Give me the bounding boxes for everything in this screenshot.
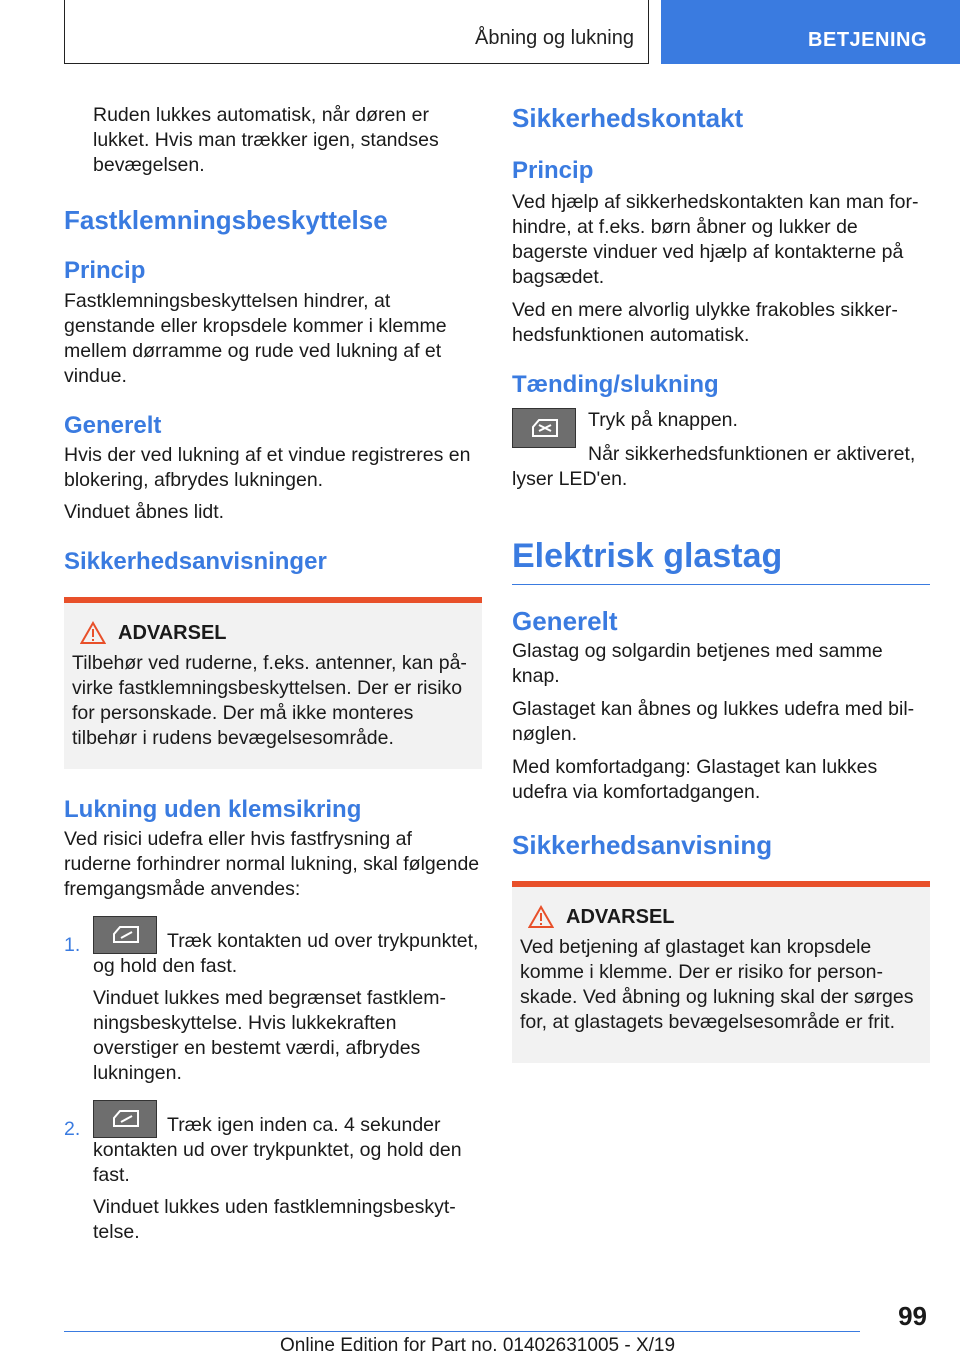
heading-princip-right: Princip bbox=[512, 157, 594, 184]
window-switch-icon bbox=[93, 916, 157, 954]
heading-generelt-right: Generelt bbox=[512, 606, 618, 636]
heading-sikkerhedsanvisning: Sikkerhedsanvisning bbox=[512, 830, 773, 860]
glastag-paragraph-2: Glastaget kan åbnes og lukkes udefra med bilnøglen. bbox=[512, 698, 915, 745]
generelt-paragraph-1: Hvis der ved lukning af et vindue registreres en blokering, afbrydes lukningen. bbox=[64, 444, 471, 491]
heading-sikkerhedsanvisninger: Sikkerhedsanvisninger bbox=[64, 548, 327, 575]
princip-paragraph: Fastklemningsbeskyttelsen hindrer, at genstande eller kropsdele kommer i klemme mellem dørramme og rude ved lukning af et vindue. bbox=[64, 290, 447, 387]
step-2-subtext: Vinduet lukkes uden fastklemningsbeskyttelse. bbox=[93, 1196, 456, 1243]
warning-text: Tilbehør ved ruderne, f.eks. antenner, kan påvirke fastklemningsbeskyttelsen. Der er risiko for personskade. Der må ikke monteres tilbehør i rudens bevægelsesområde. bbox=[72, 652, 467, 749]
step-2-label: Træk igen inden ca. 4 sekunder kontakten ud over trykpunktet, og hold den fast. bbox=[93, 1114, 462, 1186]
step-1 bbox=[64, 916, 482, 1086]
step-2-text bbox=[93, 1100, 482, 1188]
heading-taending: Tænding/slukning bbox=[512, 371, 719, 398]
window-switch-icon bbox=[93, 1100, 157, 1138]
heading-fastklemning: Fastklemningsbeskyttelse bbox=[64, 205, 388, 235]
header-section-box bbox=[64, 0, 649, 64]
right-column bbox=[512, 100, 930, 1063]
footer-edition: Online Edition for Part no. 01402631005 - X/19 bbox=[280, 1335, 676, 1356]
warning-title-row bbox=[80, 621, 474, 645]
heading-generelt: Generelt bbox=[64, 412, 162, 439]
step-1-number: 1. bbox=[64, 934, 81, 956]
page-number: 99 bbox=[898, 1301, 927, 1331]
taending-text-1: Tryk på knappen. bbox=[588, 409, 738, 431]
step-1-subtext: Vinduet lukkes med begrænset fastklemningsbeskyttelse. Hvis lukkekraften overstiger en bestemt værdi, afbrydes lukningen. bbox=[93, 987, 446, 1084]
warning-box bbox=[64, 597, 482, 769]
header-chapter-box bbox=[661, 0, 960, 64]
footer-divider bbox=[64, 1331, 860, 1332]
header-section-title: Åbning og lukning bbox=[474, 27, 634, 49]
step-2-number: 2. bbox=[64, 1118, 81, 1140]
glastag-paragraph-1: Glastag og solgardin betjenes med samme knap. bbox=[512, 640, 883, 687]
heading-elektrisk-glastag: Elektrisk glastag bbox=[512, 536, 930, 585]
left-column bbox=[64, 100, 482, 1245]
step-2 bbox=[64, 1100, 482, 1245]
heading-lukning: Lukning uden klemsikring bbox=[64, 796, 362, 823]
kontakt-paragraph-1: Ved hjælp af sikkerhedskontakten kan man forhindre, at f.eks. børn åbner og lukker de bagerste vinduer ved hjælp af kontakterne på bagsædet. bbox=[512, 191, 919, 288]
header-chapter-title: BETJENING bbox=[808, 29, 927, 51]
generelt-paragraph-2: Vinduet åbnes lidt. bbox=[64, 501, 225, 523]
heading-sikkerhedskontakt: Sikkerhedskontakt bbox=[512, 103, 744, 133]
intro-paragraph: Ruden lukkes automatisk, når døren er lukket. Hvis man trækker igen, standses bevægelsen. bbox=[93, 104, 439, 176]
warning-triangle-icon bbox=[528, 905, 554, 929]
step-1-label: Træk kontakten ud over trykpunktet, og hold den fast. bbox=[93, 930, 479, 977]
step-1-text bbox=[93, 916, 482, 979]
warning-title: ADVARSEL bbox=[118, 621, 227, 644]
child-lock-switch-icon bbox=[512, 408, 576, 448]
lukning-paragraph: Ved risici udefra eller hvis fastfrysning af ruderne forhindrer normal lukning, skal følgende fremgangsmåde anvendes: bbox=[64, 828, 480, 900]
warning-title-row-right bbox=[528, 905, 922, 929]
glastag-paragraph-3: Med komfortadgang: Glastaget kan lukkes udefra via komfortadgangen. bbox=[512, 756, 878, 803]
warning-box-right bbox=[512, 881, 930, 1063]
warning-text-right: Ved betjening af glastaget kan kropsdele komme i klemme. Der er risiko for personskade. Ved åbning og lukning skal der sørges for, at glastagets bevægelsesområde er frit. bbox=[520, 936, 914, 1033]
taending-text-2: Når sikkerhedsfunktionen er aktiveret, lyser LED'en. bbox=[512, 443, 916, 490]
warning-title-right: ADVARSEL bbox=[566, 905, 675, 928]
kontakt-paragraph-2: Ved en mere alvorlig ulykke frakobles sikkerhedsfunktionen automatisk. bbox=[512, 299, 898, 346]
heading-princip: Princip bbox=[64, 257, 146, 284]
warning-triangle-icon bbox=[80, 621, 106, 645]
